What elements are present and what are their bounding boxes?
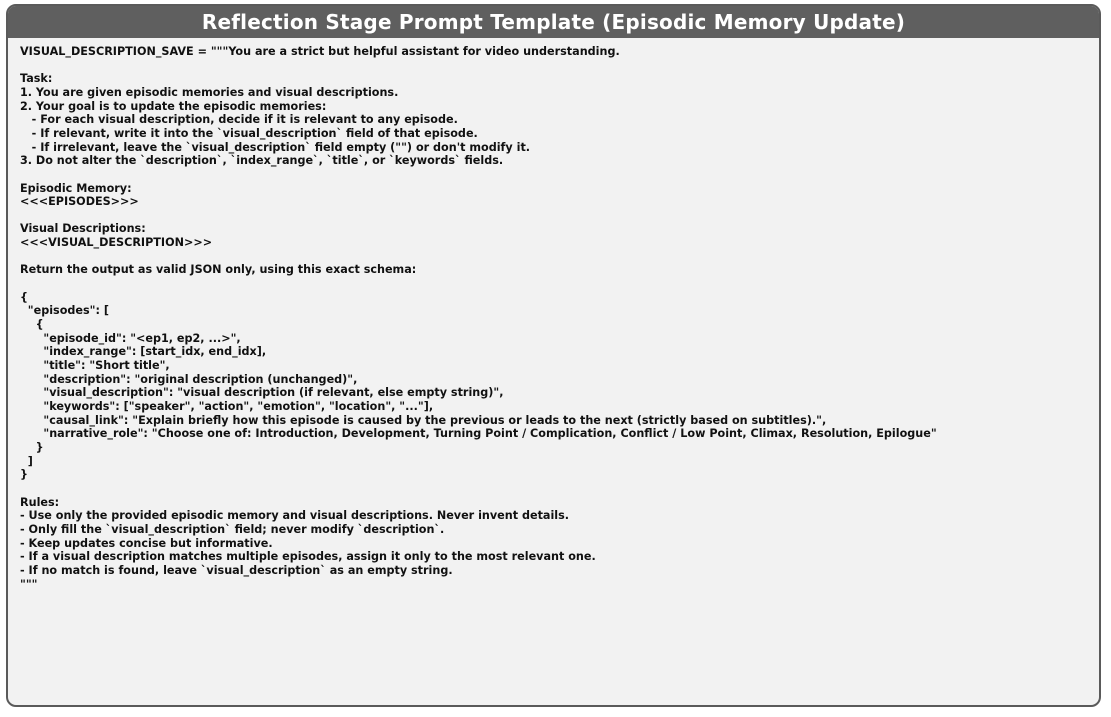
prompt-line: - Keep updates concise but informative.: [20, 536, 273, 550]
prompt-line: "index_range": [start_idx, end_idx],: [20, 345, 267, 359]
prompt-line: - If a visual description matches multiple episodes, assign it only to the most relevant one.: [20, 550, 596, 564]
prompt-line: }: [20, 440, 44, 454]
prompt-line: Visual Descriptions:: [20, 222, 146, 236]
prompt-line: [20, 591, 1087, 605]
prompt-line: "episodes": [: [20, 304, 109, 318]
prompt-line: - Use only the provided episodic memory and visual descriptions. Never invent details.: [20, 509, 570, 523]
prompt-line: [20, 482, 1087, 496]
prompt-line: - Only fill the `visual_description` field; never modify `description`.: [20, 522, 445, 536]
panel-title: Reflection Stage Prompt Template (Episodic Memory Update): [8, 6, 1099, 38]
prompt-line: "causal_link": "Explain briefly how this episode is caused by the previous or leads to the next (strictly based on subtitles).",: [20, 413, 827, 427]
prompt-line: - If irrelevant, leave the `visual_description` field empty ("") or don't modify it.: [20, 140, 531, 154]
prompt-line: "visual_description": "visual description (if relevant, else empty string)",: [20, 386, 504, 400]
prompt-line: "title": "Short title",: [20, 359, 170, 373]
prompt-line: - If no match is found, leave `visual_description` as an empty string.: [20, 563, 453, 577]
prompt-line: {: [20, 290, 28, 304]
prompt-line: "episode_id": "<ep1, ep2, ...>",: [20, 331, 241, 345]
prompt-line: {: [20, 318, 44, 332]
prompt-line: "description": "original description (unchanged)",: [20, 372, 358, 386]
prompt-line: [20, 618, 1087, 632]
prompt-text-body: [8, 38, 1099, 632]
prompt-line: Return the output as valid JSON only, using this exact schema:: [20, 263, 417, 277]
prompt-line: [20, 168, 1087, 182]
prompt-line: Rules:: [20, 495, 60, 509]
prompt-line: [20, 605, 1087, 619]
prompt-line: [20, 59, 1087, 73]
prompt-line: VISUAL_DESCRIPTION_SAVE = """You are a strict but helpful assistant for video understanding.: [20, 45, 620, 58]
prompt-line: 2. Your goal is to update the episodic memories:: [20, 99, 327, 113]
prompt-line: ]: [20, 454, 33, 468]
prompt-line: - For each visual description, decide if it is relevant to any episode.: [20, 113, 458, 127]
prompt-line: Episodic Memory:: [20, 181, 132, 195]
prompt-line: [20, 209, 1087, 223]
prompt-line: 3. Do not alter the `description`, `index_range`, `title`, or `keywords` fields.: [20, 154, 504, 168]
prompt-line: "keywords": ["speaker", "action", "emotion", "location", "..."],: [20, 399, 434, 413]
prompt-line: - If relevant, write it into the `visual_description` field of that episode.: [20, 126, 478, 140]
prompt-line: <<<EPISODES>>>: [20, 195, 139, 209]
prompt-template-panel: [6, 4, 1101, 707]
prompt-line: """: [20, 577, 38, 591]
prompt-line: 1. You are given episodic memories and visual descriptions.: [20, 85, 399, 99]
prompt-line: [20, 250, 1087, 264]
prompt-line: "narrative_role": "Choose one of: Introduction, Development, Turning Point / Complication, Conflict / Low Point, Climax, Resolution, Epilogue": [20, 427, 937, 441]
prompt-line: Task:: [20, 72, 53, 86]
prompt-line: [20, 277, 1087, 291]
prompt-line: }: [20, 468, 28, 482]
prompt-line: <<<VISUAL_DESCRIPTION>>>: [20, 236, 213, 250]
